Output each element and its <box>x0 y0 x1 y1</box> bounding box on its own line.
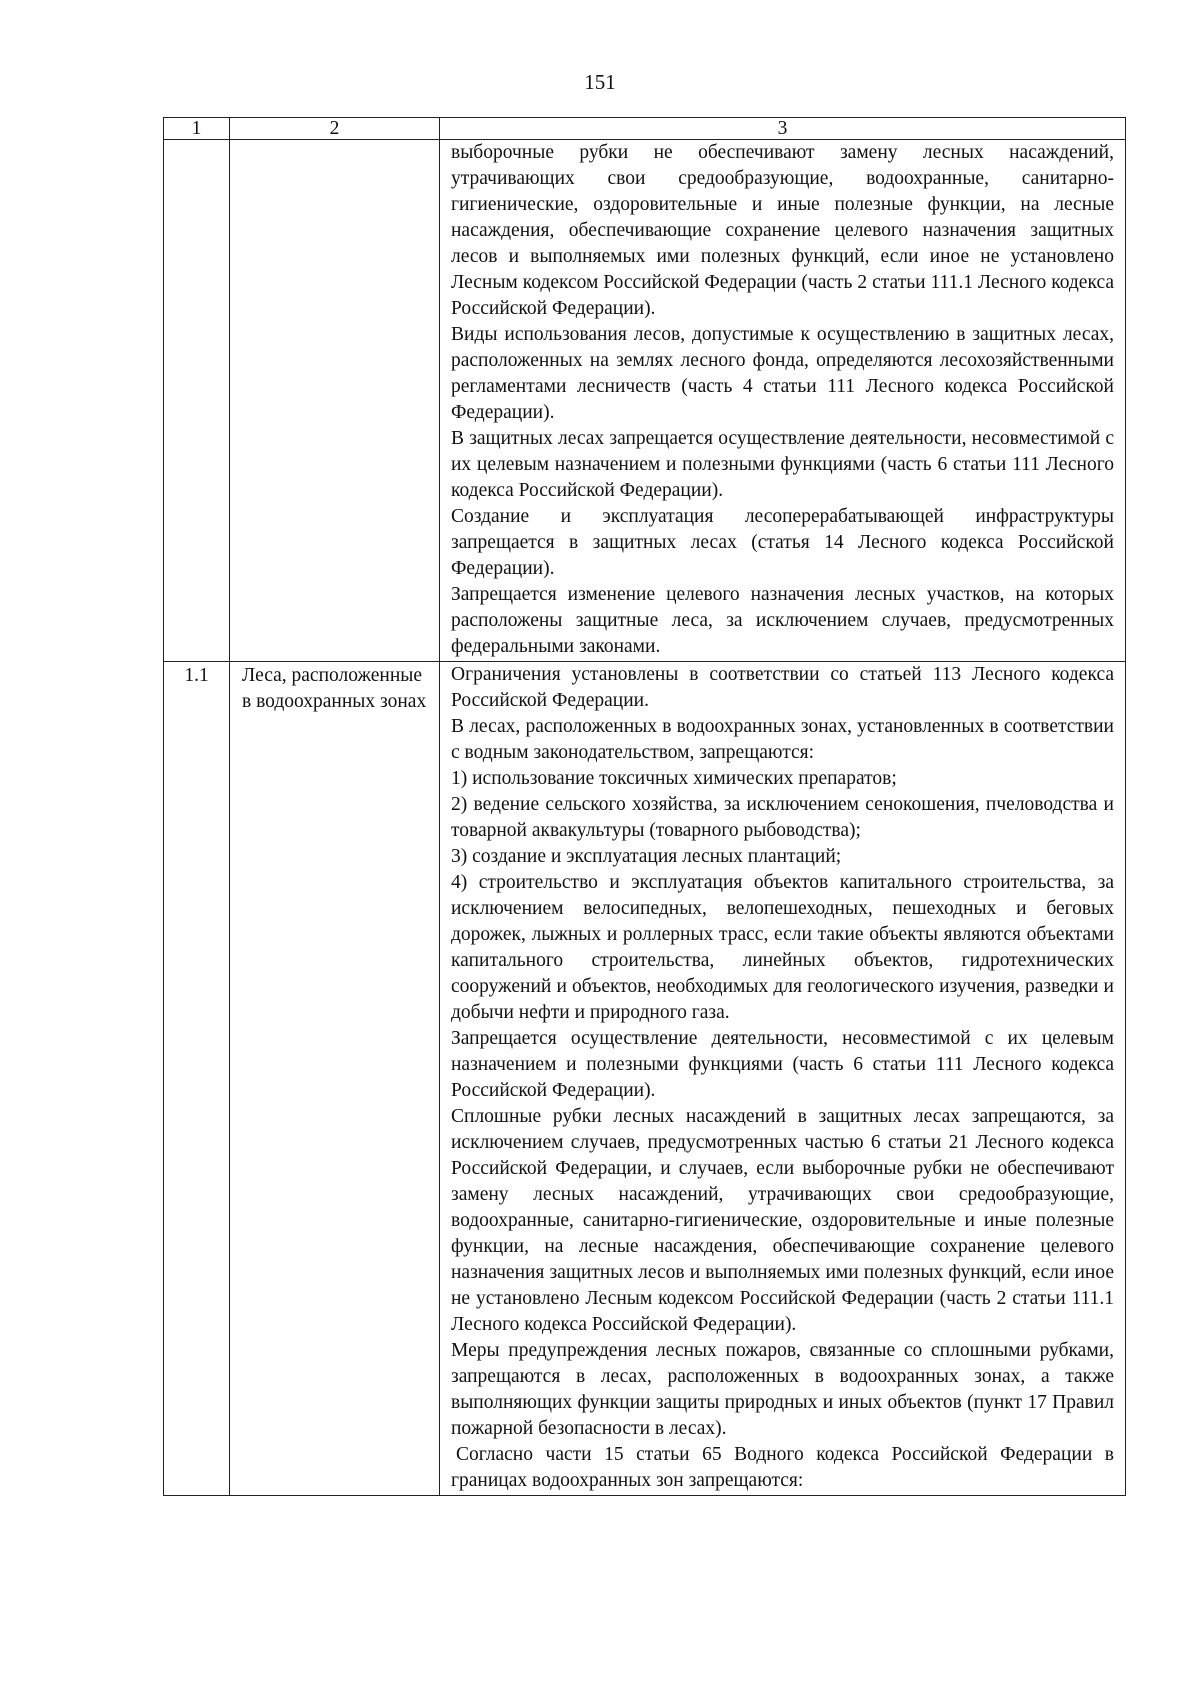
column-header-1: 1 <box>164 118 230 140</box>
paragraph: Виды использования лесов, допустимые к осуществлению в защитных лесах, расположенных на землях лесного фонда, определяются лесохозяйственными регламентами лесничеств (часть 4 статьи 111 Лесного кодекса Российской Федерации). <box>451 324 1114 423</box>
row-name <box>230 140 440 662</box>
regulation-table <box>163 117 1126 1496</box>
paragraph: выборочные рубки не обеспечивают замену лесных насаждений, утрачивающих свои средообразующие, водоохранные, санитарно-гигиенические, оздоровительные и иные полезные функции, на лесные насаждения, обеспечивающие сохранение целевого назначения защитных лесов и выполняемых ими полезных функций, если иное не установлено Лесным кодексом Российской Федерации (часть 2 статьи 111.1 Лесного кодекса Российской Федерации). <box>451 142 1114 319</box>
paragraph: Меры предупреждения лесных пожаров, связанные со сплошными рубками, запрещаются в лесах, расположенных в водоохранных зонах, а также выполняющих функции защиты природных и иных объектов (пункт 17 Правил пожарной безопасности в лесах). <box>451 1340 1114 1439</box>
row-number: 1.1 <box>164 662 230 1496</box>
page-number: 151 <box>584 70 616 94</box>
column-header-2: 2 <box>230 118 440 140</box>
paragraph: В защитных лесах запрещается осуществление деятельности, несовместимой с их целевым назначением и полезными функциями (часть 6 статьи 111 Лесного кодекса Российской Федерации). <box>451 428 1114 501</box>
row-number <box>164 140 230 662</box>
paragraph: 3) создание и эксплуатация лесных плантаций; <box>451 846 842 867</box>
paragraph: 2) ведение сельского хозяйства, за исключением сенокошения, пчеловодства и товарной аквакультуры (товарного рыбоводства); <box>451 794 1114 841</box>
paragraph: 4) строительство и эксплуатация объектов капитального строительства, за исключением велосипедных, велопешеходных, пешеходных и беговых дорожек, лыжных и роллерных трасс, если такие объекты являются объектами капитального строительства, линейных объектов, гидротехнических сооружений и объектов, необходимых для геологического изучения, разведки и добычи нефти и природного газа. <box>451 872 1114 1023</box>
table-header-row <box>164 118 1126 140</box>
column-header-3: 3 <box>440 118 1126 140</box>
table-row <box>164 140 1126 662</box>
row-name: Леса, расположенные в водоохранных зонах <box>230 662 440 1496</box>
table-row <box>164 662 1126 1496</box>
paragraph: Согласно части 15 статьи 65 Водного кодекса Российской Федерации в границах водоохранных зон запрещаются: <box>451 1444 1114 1491</box>
paragraph: В лесах, расположенных в водоохранных зонах, установленных в соответствии с водным законодательством, запрещаются: <box>451 716 1114 763</box>
row-description <box>440 140 1126 662</box>
paragraph: Сплошные рубки лесных насаждений в защитных лесах запрещаются, за исключением случаев, предусмотренных частью 6 статьи 21 Лесного кодекса Российской Федерации, и случаев, если выборочные рубки не обеспечивают замену лесных насаждений, утрачивающих свои средообразующие, водоохранные, санитарно-гигиенические, оздоровительные и иные полезные функции, на лесные насаждения, обеспечивающие сохранение целевого назначения защитных лесов и выполняемых ими полезных функций, если иное не установлено Лесным кодексом Российской Федерации (часть 2 статьи 111.1 Лесного кодекса Российской Федерации). <box>451 1106 1114 1335</box>
row-description <box>440 662 1126 1496</box>
paragraph: Создание и эксплуатация лесоперерабатывающей инфраструктуры запрещается в защитных лесах (статья 14 Лесного кодекса Российской Федерации). <box>451 506 1114 579</box>
paragraph: Ограничения установлены в соответствии со статьей 113 Лесного кодекса Российской Федерации. <box>451 664 1114 711</box>
paragraph: 1) использование токсичных химических препаратов; <box>451 768 897 789</box>
paragraph: Запрещается осуществление деятельности, несовместимой с их целевым назначением и полезными функциями (часть 6 статьи 111 Лесного кодекса Российской Федерации). <box>451 1028 1114 1101</box>
paragraph: Запрещается изменение целевого назначения лесных участков, на которых расположены защитные леса, за исключением случаев, предусмотренных федеральными законами. <box>451 584 1114 657</box>
